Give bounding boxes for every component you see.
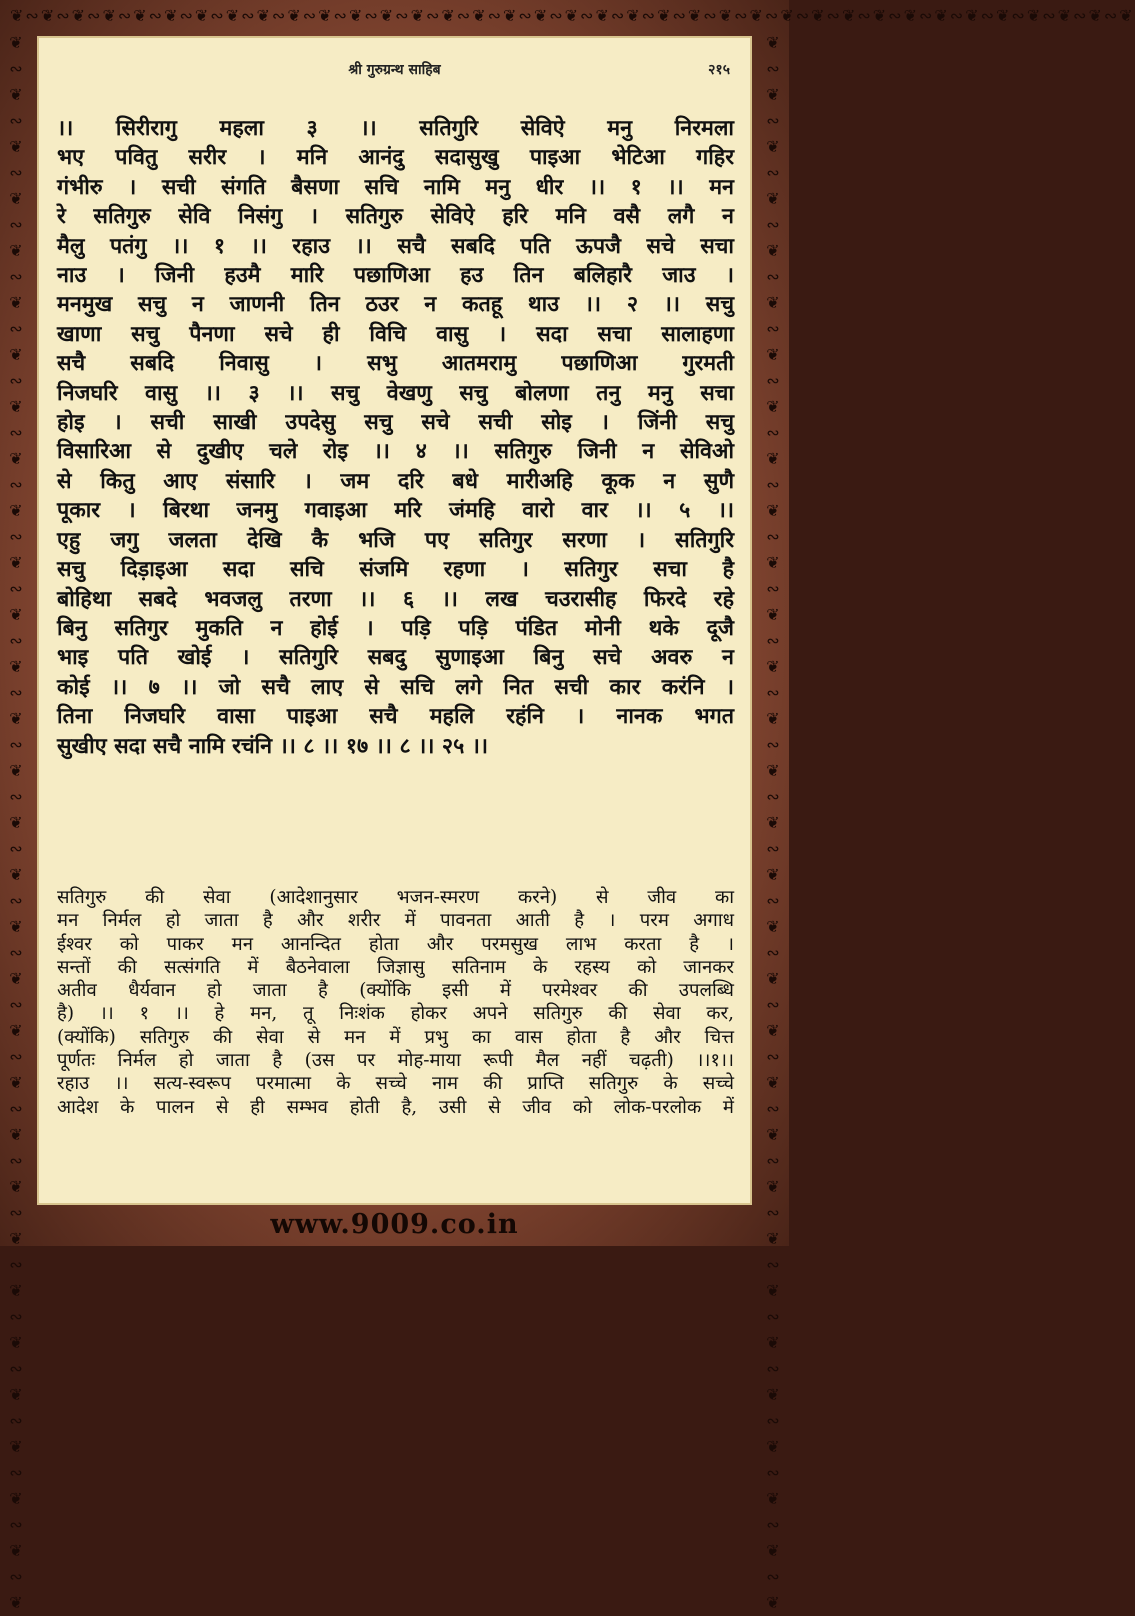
page-header — [37, 60, 752, 82]
commentary-line: आदेश के पालन से ही सम्भव होती है, उसी से जीव को लोक-परलोक में — [57, 1096, 734, 1118]
verse-line: भए पवितु सरीर । मनि आनंदु सदासुखु पाइआ भेटिआ गहिर — [57, 145, 734, 171]
verse-line: भाइ पति खोई । सतिगुरि सबदु सुणाइआ बिनु सचे अवरु न — [57, 645, 734, 671]
verse-line: से कितु आए संसारि । जम दरि बधे मारीअहि कूक न सुणै — [57, 468, 734, 494]
commentary-line: है) ।। १ ।। हे मन, तू निःशंक होकर अपने सतिगुरु की सेवा कर, — [57, 1003, 734, 1025]
verse-block — [57, 114, 734, 761]
verse-line: बोहिथा सबदे भवजलु तरणा ।। ६ ।। लख चउरासीह फिरदे रहे — [57, 586, 734, 612]
border-ornament-right: ❦ ∾ ❦ ∾ ❦ ∾ ❦ ∾ ❦ ∾ ❦ ∾ ❦ ∾ ❦ ∾ ❦ ∾ ❦ ∾ ❦ ∾ ❦ ∾ ❦ ∾ ❦ ∾ ❦ ∾ ❦ ∾ ❦ ∾ ❦ ∾ ❦ ∾ ❦ ∾ ❦ ∾ ❦ ∾ ❦ ∾ ❦ ∾ ❦ ∾ ❦ ∾ ❦ ∾ ❦ ∾ ❦ ∾ ❦ ∾ ❦ — [766, 33, 780, 1612]
verse-line: कोई ।। ७ ।। जो सचै लाए से सचि लगे नित सची कार करंनि । — [57, 674, 734, 700]
commentary-line: पूर्णतः निर्मल हो जाता है (उस पर मोह-माया रूपी मैल नहीं चढ़ती) ।।१।। — [57, 1050, 734, 1072]
verse-line: बिनु सतिगुर मुकति न होई । पड़ि पड़ि पंडित मोनी थके दूजै — [57, 615, 734, 641]
page-title: श्री गुरुग्रन्थ साहिब — [348, 62, 441, 78]
commentary-line: मन निर्मल हो जाता है और शरीर में पावनता आती है । परम अगाध — [57, 910, 734, 932]
verse-line: तिना निजघरि वासा पाइआ सचै महलि रहंनि । नानक भगत — [57, 704, 734, 730]
verse-line: होइ । सची साखी उपदेसु सचु सचे सची सोइ । जिंनी सचु — [57, 410, 734, 436]
verse-line: नाउ । जिनी हउमै मारि पछाणिआ हउ तिन बलिहारै जाउ । — [57, 263, 734, 289]
commentary-line: ईश्वर को पाकर मन आनन्दित होता और परमसुख लाभ करता है । — [57, 933, 734, 955]
scripture-page — [37, 36, 752, 1205]
verse-line: खाणा सचु पैनणा सचे ही विचि वासु । सदा सचा सालाहणा — [57, 321, 734, 347]
border-ornament-left: ❦ ∾ ❦ ∾ ❦ ∾ ❦ ∾ ❦ ∾ ❦ ∾ ❦ ∾ ❦ ∾ ❦ ∾ ❦ ∾ ❦ ∾ ❦ ∾ ❦ ∾ ❦ ∾ ❦ ∾ ❦ ∾ ❦ ∾ ❦ ∾ ❦ ∾ ❦ ∾ ❦ ∾ ❦ ∾ ❦ ∾ ❦ ∾ ❦ ∾ ❦ ∾ ❦ ∾ ❦ ∾ ❦ ∾ ❦ ∾ ❦ — [9, 33, 23, 1612]
verse-line: सुखीए सदा सचै नामि रचंनि ।। ८ ।। १७ ।। ८ ।। २५ ।। — [57, 733, 489, 759]
commentary-line: (क्योंकि) सतिगुरु की सेवा से मन में प्रभु का वास होता है और चित्त — [57, 1026, 734, 1048]
commentary-line: रहाउ ।। सत्य-स्वरूप परमात्मा के सच्चे नाम की प्राप्ति सतिगुरु के सच्चे — [57, 1073, 734, 1095]
verse-line: मैलु पतंगु ।। १ ।। रहाउ ।। सचै सबदि पति ऊपजै सचे सचा — [57, 233, 734, 259]
verse-line: मनमुख सचु न जाणनी तिन ठउर न कतहू थाउ ।। २ ।। सचु — [57, 292, 734, 318]
border-ornament-top: ❦∾❦∾❦∾❦∾❦∾❦∾❦∾❦∾❦∾❦∾❦∾❦∾❦∾❦∾❦∾❦∾❦∾❦∾❦∾❦∾❦∾❦∾❦∾❦∾❦∾❦∾❦∾❦∾❦∾❦∾❦∾❦∾❦∾❦∾❦∾❦∾❦ — [10, 6, 1135, 25]
verse-line: रे सतिगुरु सेवि निसंगु । सतिगुरु सेविऐ हरि मनि वसै लगै न — [57, 204, 734, 230]
page-number: २१५ — [708, 62, 730, 78]
verse-line: ।। सिरीरागु महला ३ ।। सतिगुरि सेविऐ मनु निरमला — [57, 116, 734, 141]
commentary-block — [57, 886, 734, 1119]
commentary-line: सतिगुरु की सेवा (आदेशानुसार भजन-स्मरण करने) से जीव का — [57, 887, 734, 908]
verse-line: पूकार । बिरथा जनमु गवाइआ मरि जंमहि वारो वार ।। ५ ।। — [57, 498, 734, 524]
verse-line: सचै सबदि निवासु । सभु आतमरामु पछाणिआ गुरमती — [57, 351, 734, 377]
verse-line: विसारिआ से दुखीए चले रोइ ।। ४ ।। सतिगुरु जिनी न सेविओ — [57, 439, 734, 465]
verse-line: सचु दिड़ाइआ सदा सचि संजमि रहणा । सतिगुर सचा है — [57, 557, 734, 583]
website-url[interactable]: www.9009.co.in — [270, 1209, 519, 1240]
verse-line: एहु जगु जलता देखि कै भजि पए सतिगुर सरणा । सतिगुरि — [57, 527, 734, 553]
verse-line: निजघरि वासु ।। ३ ।। सचु वेखणु सचु बोलणा तनु मनु सचा — [57, 380, 734, 406]
verse-line: गंभीरु । सची संगति बैसणा सचि नामि मनु धीर ।। १ ।। मन — [57, 174, 734, 200]
commentary-line: सन्तों की सत्संगति में बैठनेवाला जिज्ञासु सतिनाम के रहस्य को जानकर — [57, 956, 734, 978]
commentary-line: अतीव धैर्यवान हो जाता है (क्योंकि इसी में परमेश्वर की उपलब्धि — [57, 980, 734, 1002]
